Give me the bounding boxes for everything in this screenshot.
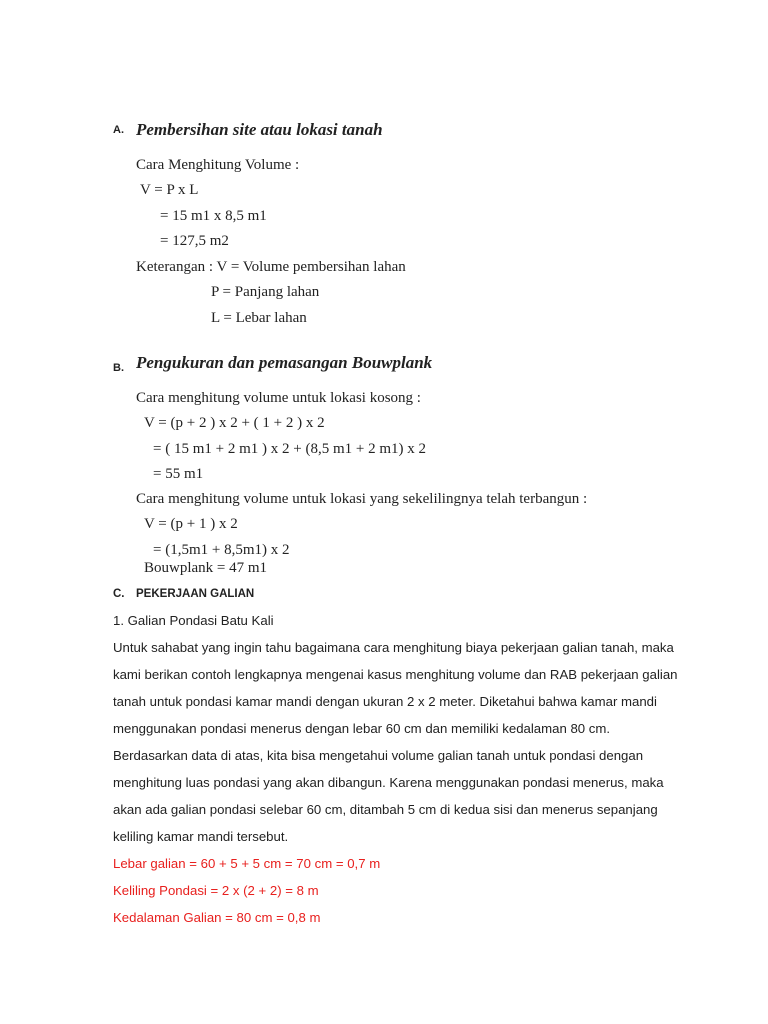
section-a-line: V = P x L xyxy=(140,182,199,198)
section-a-line: Keterangan : V = Volume pembersihan lahan xyxy=(136,259,406,275)
section-c-subtitle: 1. Galian Pondasi Batu Kali xyxy=(113,613,274,628)
section-a-line: = 127,5 m2 xyxy=(160,233,229,249)
paragraph-line: Untuk sahabat yang ingin tahu bagaimana cara menghitung biaya pekerjaan galian tanah, maka xyxy=(113,640,674,655)
highlight-line: Keliling Pondasi = 2 x (2 + 2) = 8 m xyxy=(113,883,319,898)
section-a-title: Pembersihan site atau lokasi tanah xyxy=(136,120,383,139)
highlight-line: Kedalaman Galian = 80 cm = 0,8 m xyxy=(113,910,321,925)
section-b-line: = ( 15 m1 + 2 m1 ) x 2 + (8,5 m1 + 2 m1) x 2 xyxy=(153,441,426,457)
paragraph-line: keliling kamar mandi tersebut. xyxy=(113,829,289,844)
section-b-title: Pengukuran dan pemasangan Bouwplank xyxy=(136,353,433,372)
section-b-line: = 55 m1 xyxy=(153,466,204,482)
section-a-line: L = Lebar lahan xyxy=(211,310,307,326)
section-c-marker: C. xyxy=(113,588,125,600)
section-b-line: V = (p + 1 ) x 2 xyxy=(144,516,238,532)
paragraph-line: kami berikan contoh lengkapnya mengenai kasus menghitung volume dan RAB pekerjaan galian xyxy=(113,667,678,682)
section-b-line: V = (p + 2 ) x 2 + ( 1 + 2 ) x 2 xyxy=(144,415,325,431)
paragraph-line: menghitung luas pondasi yang akan dibangun. Karena menggunakan pondasi menerus, maka xyxy=(113,775,664,790)
section-a-line: Cara Menghitung Volume : xyxy=(136,157,300,173)
section-a-line: P = Panjang lahan xyxy=(211,284,320,300)
section-b-line: = (1,5m1 + 8,5m1) x 2 xyxy=(153,542,290,558)
paragraph-line: akan ada galian pondasi selebar 60 cm, ditambah 5 cm di kedua sisi dan menerus sepanjang xyxy=(113,802,658,817)
paragraph-line: menggunakan pondasi menerus dengan lebar 60 cm dan memiliki kedalaman 80 cm. xyxy=(113,721,611,736)
section-b-marker: B. xyxy=(113,362,124,374)
section-b-line: Cara menghitung volume untuk lokasi kosong : xyxy=(136,390,421,406)
paragraph-line: tanah untuk pondasi kamar mandi dengan ukuran 2 x 2 meter. Diketahui bahwa kamar mandi xyxy=(113,694,657,709)
section-c-title: PEKERJAAN GALIAN xyxy=(136,588,255,600)
section-b-line: Cara menghitung volume untuk lokasi yang sekelilingnya telah terbangun : xyxy=(136,491,588,507)
highlight-line: Lebar galian = 60 + 5 + 5 cm = 70 cm = 0,7 m xyxy=(113,856,381,871)
section-b-line: Bouwplank = 47 m1 xyxy=(144,560,268,576)
paragraph-line: Berdasarkan data di atas, kita bisa mengetahui volume galian tanah untuk pondasi dengan xyxy=(113,748,644,763)
section-a-line: = 15 m1 x 8,5 m1 xyxy=(160,208,267,224)
section-a-marker: A. xyxy=(113,124,124,136)
